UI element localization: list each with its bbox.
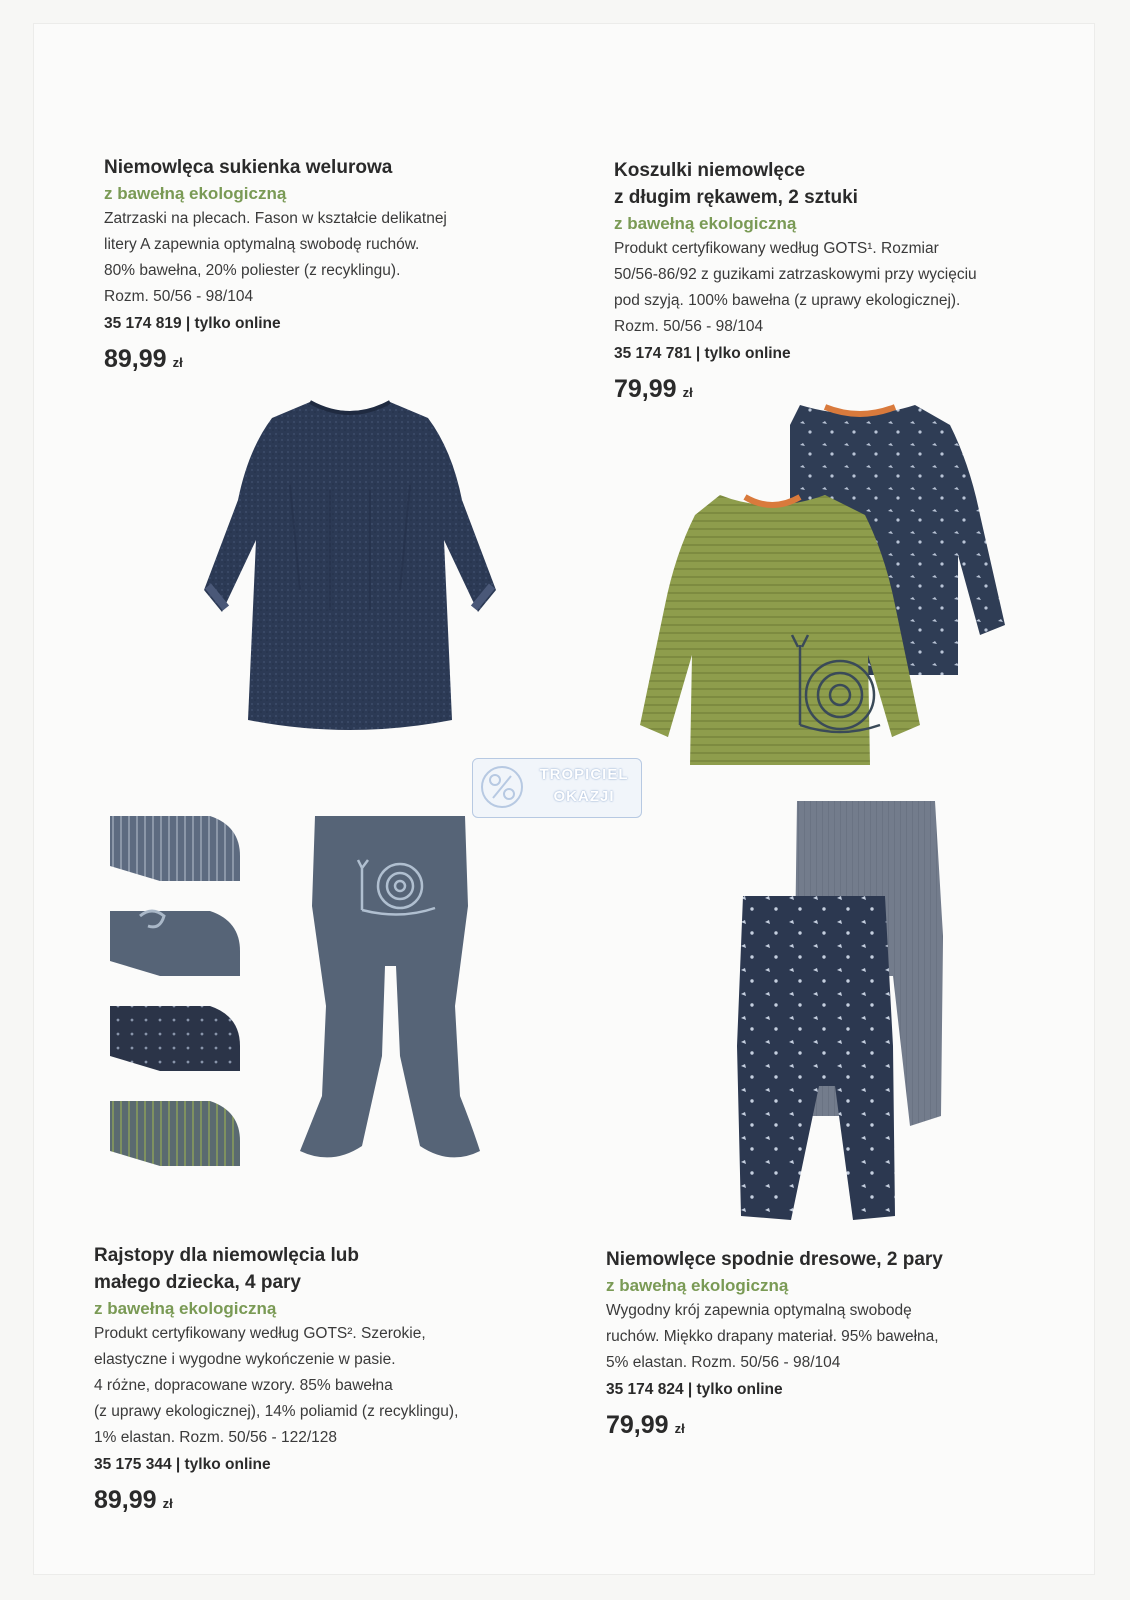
desc-line: 80% bawełna, 20% poliester (z recyklingu). [104,262,401,279]
title-line: Niemowlęca sukienka welurowa [104,157,393,178]
eco-label: z bawełną ekologiczną [606,1276,789,1295]
desc-line: elastyczne i wygodne wykończenie w pasie. [94,1351,396,1368]
percent-icon [479,764,525,810]
desc-line: ruchów. Miękko drapany materiał. 95% bawełna, [606,1328,939,1345]
dress-image [190,390,510,740]
desc-line: 50/56-86/92 z guzikami zatrzaskowymi przy wycięciu [614,266,977,283]
product-price [104,339,447,383]
title-line: Koszulki niemowlęce [614,160,806,181]
product-pants [606,1246,943,1449]
eco-label: z bawełną ekologiczną [104,184,287,203]
product-sku: 35 174 824 | tylko online [606,1381,783,1398]
product-sku: 35 174 781 | tylko online [614,345,791,362]
desc-line: 1% elastan. Rozm. 50/56 - 122/128 [94,1429,337,1446]
title-line: Rajstopy dla niemowlęcia lub [94,1245,360,1266]
product-sku: 35 175 344 | tylko online [94,1456,271,1473]
desc-line: Zatrzaski na plecach. Fason w kształcie delikatnej [104,210,447,227]
title-line: małego dziecka, 4 pary [94,1272,301,1293]
product-description [94,1321,458,1451]
price-currency: zł [172,355,183,370]
tights-image [100,806,500,1186]
watermark-text [531,764,637,808]
desc-line: 4 różne, dopracowane wzory. 85% bawełna [94,1377,393,1394]
product-title [94,1242,458,1296]
desc-line: Rozm. 50/56 - 98/104 [104,288,254,305]
watermark-logo [472,758,642,818]
price-value: 79,99 [614,375,677,403]
price-currency: zł [682,385,693,400]
price-currency: zł [162,1496,173,1511]
eco-label: z bawełną ekologiczną [94,1299,277,1318]
product-description [614,236,977,340]
product-sku: 35 174 819 | tylko online [104,315,281,332]
title-line: z długim rękawem, 2 sztuki [614,187,858,208]
product-description [606,1298,943,1376]
price-value: 89,99 [104,345,167,373]
product-price [94,1480,458,1524]
product-title [606,1246,943,1273]
product-shirts [614,157,977,413]
product-dress [104,154,447,383]
price-value: 79,99 [606,1411,669,1439]
desc-line: (z uprawy ekologicznej), 14% poliamid (z recyklingu), [94,1403,459,1420]
desc-line: pod szyją. 100% bawełna (z uprawy ekologicznej). [614,292,961,309]
pants-image [735,796,950,1226]
desc-line: Wygodny krój zapewnia optymalną swobodę [606,1302,912,1319]
shirts-image [640,395,1020,775]
title-line: Niemowlęce spodnie dresowe, 2 pary [606,1249,943,1270]
product-price [606,1405,943,1449]
product-description [104,206,447,310]
desc-line: Produkt certyfikowany według GOTS². Szerokie, [94,1325,426,1342]
desc-line: 5% elastan. Rozm. 50/56 - 98/104 [606,1354,841,1371]
watermark-line: TROPICIEL [539,766,629,783]
desc-line: Rozm. 50/56 - 98/104 [614,318,764,335]
desc-line: Produkt certyfikowany według GOTS¹. Rozmiar [614,240,939,257]
price-value: 89,99 [94,1486,157,1514]
desc-line: litery A zapewnia optymalną swobodę ruchów. [104,236,420,253]
product-title [104,154,447,181]
product-title [614,157,977,211]
watermark-line: OKAZJI [553,788,615,805]
price-currency: zł [674,1421,685,1436]
product-tights [94,1242,458,1524]
eco-label: z bawełną ekologiczną [614,214,797,233]
